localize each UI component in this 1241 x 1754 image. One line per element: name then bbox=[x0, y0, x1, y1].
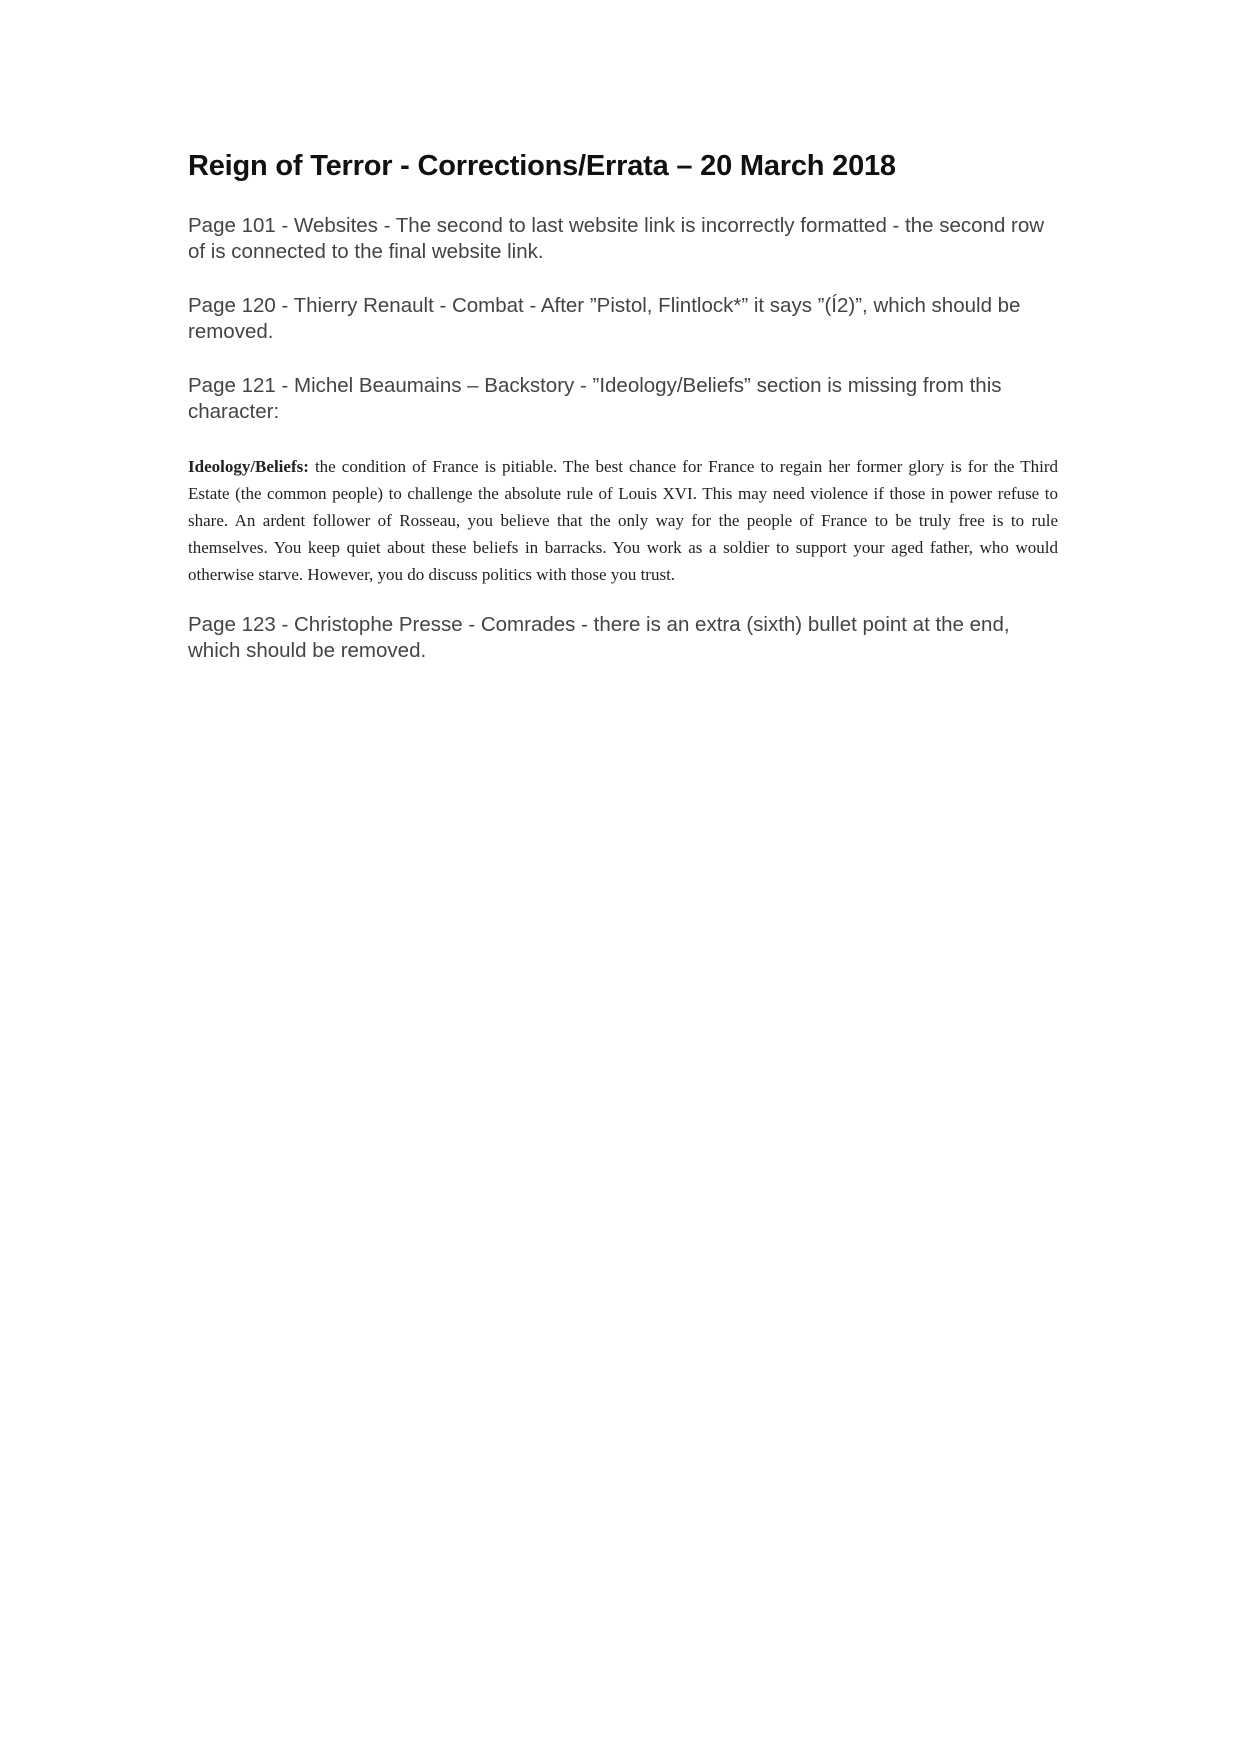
missing-section-excerpt bbox=[188, 453, 1058, 588]
errata-entry-page-121: Page 121 - Michel Beaumains – Backstory - ”Ideology/Beliefs” section is missing from this character: bbox=[188, 374, 1002, 423]
errata-entry-page-101: Page 101 - Websites - The second to last website link is incorrectly formatted - the second row of is connected to the final website link. bbox=[188, 214, 1045, 263]
errata-entry-page-123: Page 123 - Christophe Presse - Comrades - there is an extra (sixth) bullet point at the end, which should be removed. bbox=[188, 613, 1010, 662]
excerpt-text: the condition of France is pitiable. The best chance for France to regain her former glory is for the Third Estate (the common people) to challenge the absolute rule of Louis XVI. This may need violence if those in power refuse to share. An ardent follower of Rosseau, you believe that the only way for the people of France to be truly free is to rule themselves. You keep quiet about these beliefs in barracks. You work as a soldier to support your aged father, who would otherwise starve. However, you do discuss politics with those you trust. bbox=[188, 457, 1058, 584]
document-body bbox=[188, 150, 1058, 692]
errata-entry-page-120: Page 120 - Thierry Renault - Combat - After ”Pistol, Flintlock*” it says ”(Í2)”, which should be removed. bbox=[188, 294, 1021, 343]
excerpt-label: Ideology/Beliefs: bbox=[188, 457, 309, 476]
document-title: Reign of Terror - Corrections/Errata – 20 March 2018 bbox=[188, 150, 896, 182]
